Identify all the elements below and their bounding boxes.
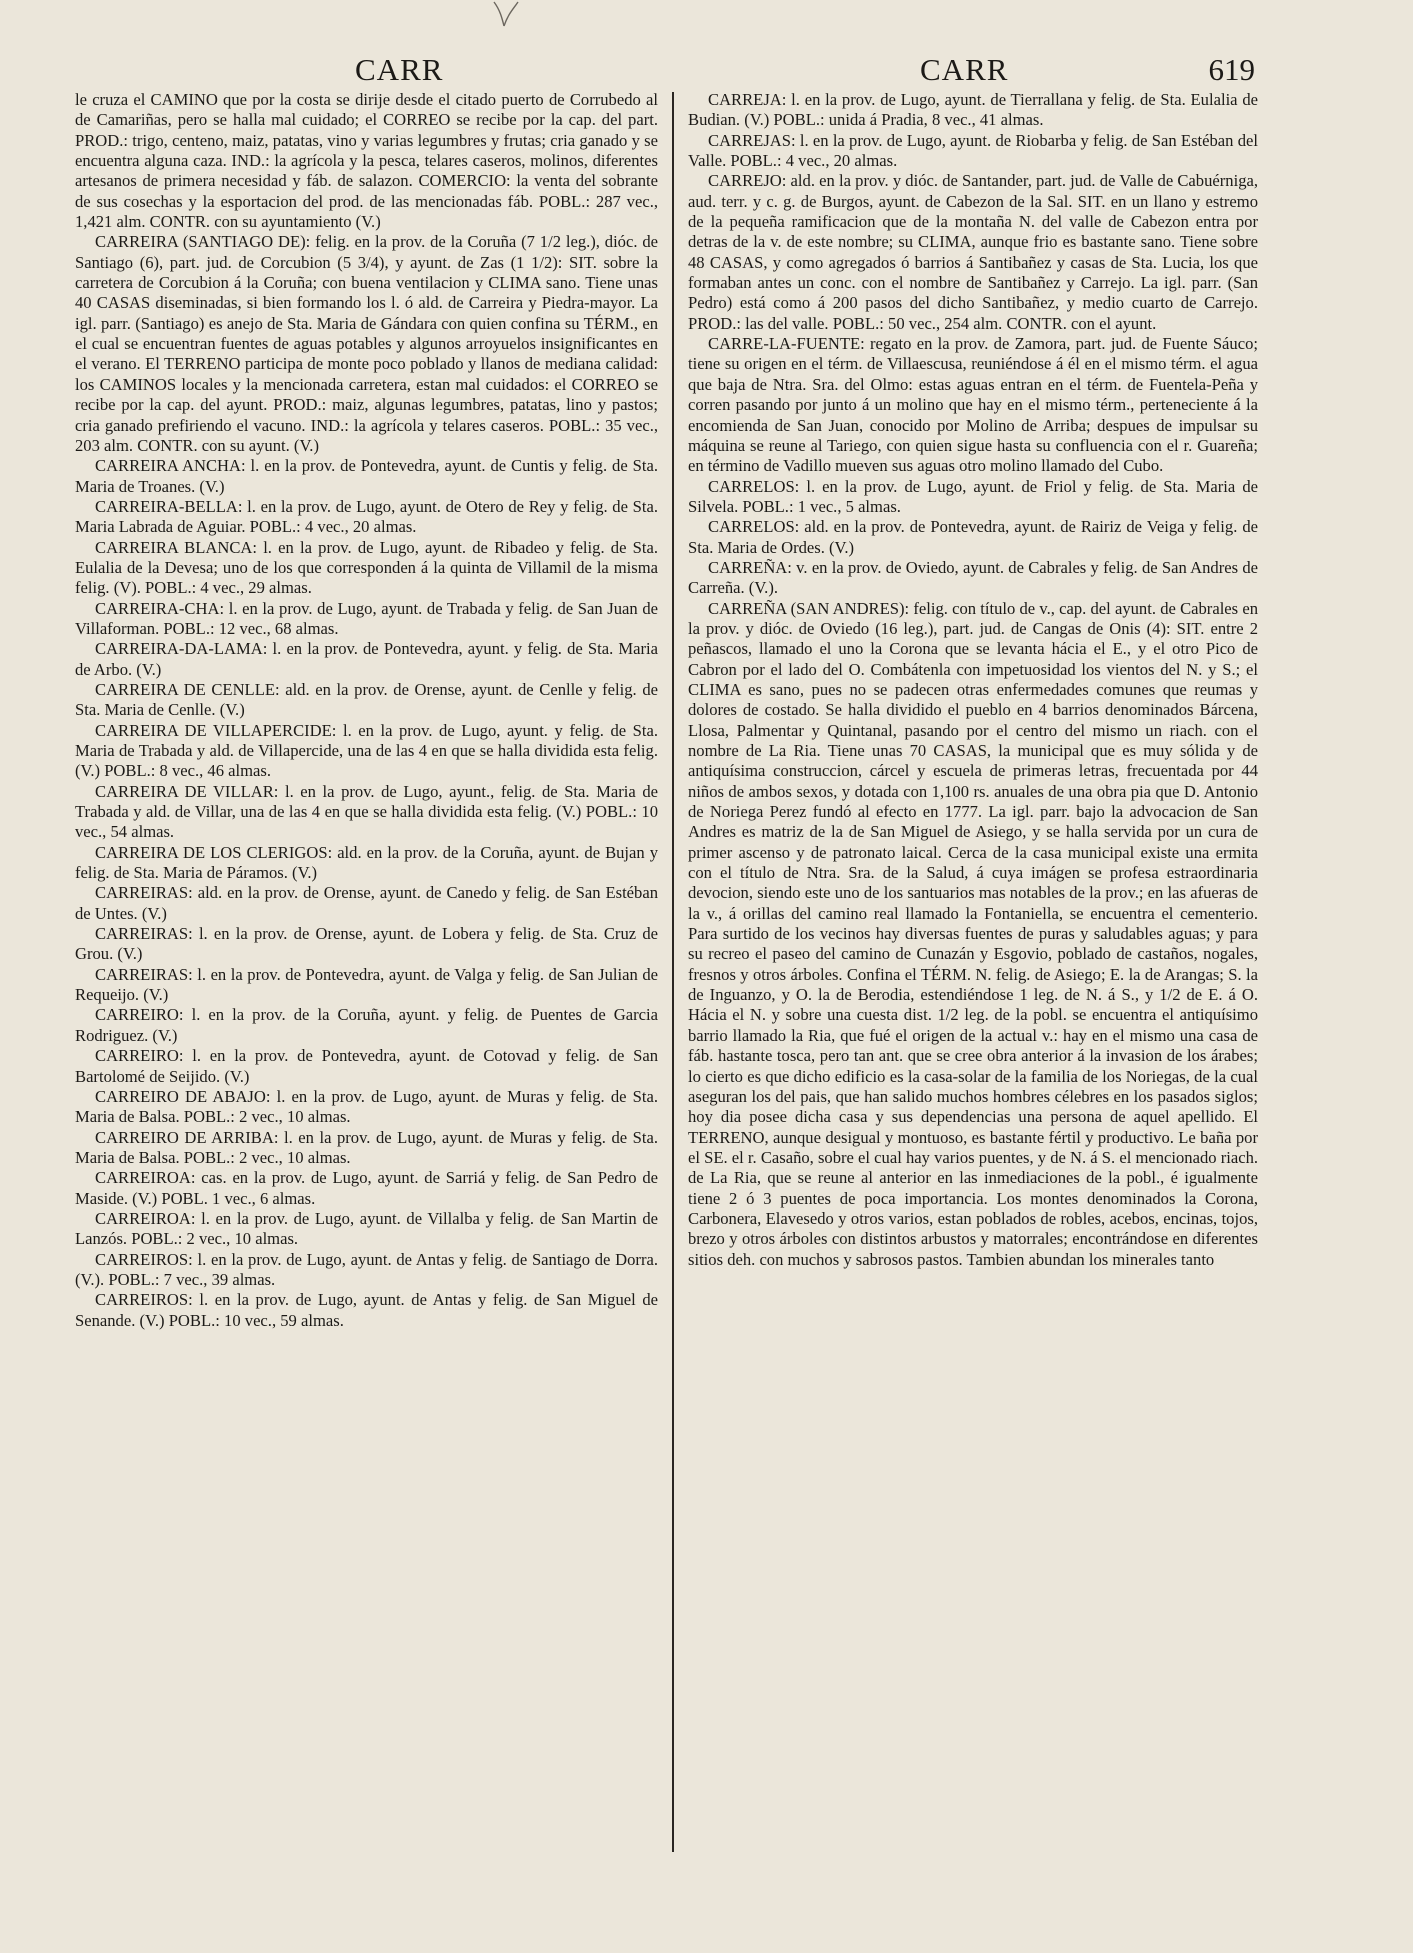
entry: CARREIRA-BELLA: l. en la prov. de Lugo, ayunt. de Otero de Rey y felig. de Sta. Maria Labrada de Aguiar. POBL.: 4 vec., 20 almas. bbox=[75, 496, 658, 537]
entry: CARREJA: l. en la prov. de Lugo, ayunt. de Tierrallana y felig. de Sta. Eulalia de Budian. (V.) POBL.: unida á Pradia, 8 vec., 41 almas. bbox=[688, 90, 1258, 130]
page-number: 619 bbox=[1208, 52, 1255, 87]
left-column bbox=[75, 90, 658, 1850]
ink-mark-icon bbox=[490, 0, 520, 28]
running-head-left: CARR bbox=[355, 52, 444, 87]
entry: le cruza el CAMINO que por la costa se dirije desde el citado puerto de Corrubedo al de Camariñas, pero se halla mal cuidado; el CORREO se recibe por la cap. del part. PROD.: trigo, centeno, maiz, patatas, vino y varias legumbres y frutas; cria ganado y se encuentra alguna caza. IND.: la agrícola y la pesca, telares caseros, molinos, diferentes artesanos de primera necesidad y fáb. de salazon. COMERCIO: la venta del sobrante de sus cosechas y la esportacion del prod. de las mencionadas fáb. POBL.: 287 vec., 1,421 alm. CONTR. con su ayuntamiento (V.) bbox=[75, 90, 658, 232]
entry: CARREIRA-DA-LAMA: l. en la prov. de Pontevedra, ayunt. y felig. de Sta. Maria de Arbo. (V.) bbox=[75, 639, 658, 679]
entry: CARREIRA DE CENLLE: ald. en la prov. de Orense, ayunt. de Cenlle y felig. de Sta. Maria de Cenlle. (V.) bbox=[75, 679, 658, 720]
entry: CARREÑA: v. en la prov. de Oviedo, ayunt. de Cabrales y felig. de San Andres de Carreña. (V.). bbox=[688, 557, 1258, 598]
entry: CARREIRO DE ABAJO: l. en la prov. de Lugo, ayunt. de Muras y felig. de Sta. Maria de Balsa. POBL.: 2 vec., 10 almas. bbox=[75, 1086, 658, 1127]
entry: CARREIRA BLANCA: l. en la prov. de Lugo, ayunt. de Ribadeo y felig. de Sta. Eulalia de la Devesa; uno de los que corresponden á la quinta de Villamil de la misma felig. (V). POBL.: 4 vec., 29 almas. bbox=[75, 537, 658, 598]
entry: CARREÑA (SAN ANDRES): felig. con título de v., cap. del ayunt. de Cabrales en la prov. y dióc. de Oviedo (16 leg.), part. jud. de Cangas de Onis (4): SIT. entre 2 peñascos, llamado el uno la Corona que se levanta hácia el E., y el otro Pico de Cabron por el lado del O. Combátenla con impetuosidad los vientos del N. y S.; el CLIMA es sano, pues no se padecen otras enfermedades comunes que reumas y dolores de costado. Se halla dividido el pueblo en 4 barrios denominados Bárcena, Llosa, Palmentar y Quintanal, pasando por el centro del mismo un riach. con el nombre de La Ria. Tiene unas 70 CASAS, la municipal que es muy sólida y de antiquísima construccion, cárcel y escuela de primeras letras, frecuentada por 44 niños de ambos sexos, y dotada con 1,100 rs. anuales de una obra pia que D. Antonio de Noriega Perez fundó al efecto en 1777. La igl. parr. bajo la advocacion de San Andres es matriz de la de San Miguel de Asiego, y se halla servida por un cura de primer ascenso y de patronato laical. Cerca de la casa municipal existe una ermita con el título de Ntra. Sra. de la Salud, á cuya imágen se profesa estraordinaria devocion, siendo este uno de los santuarios mas notables de la prov.; en las afueras de la v., á orillas del camino real llamado la Fontaniella, se encuentra el cementerio. Para surtido de los vecinos hay diversas fuentes de puras y saludables aguas; y para su recreo el paseo del camino de Cunazán y Esgovio, poblado de castaños, nogales, fresnos y otros árboles. Confina el TÉRM. N. felig. de Asiego; E. la de Arangas; S. la de Inguanzo, y O. la de Berodia, estendiéndose 1 leg. de N. á S., y 1/2 de E. á O. Hácia el N. y sobre una cuesta dist. 1/2 leg. de la pobl. se encuentra el antiquísimo barrio llamado la Ria, que fué el origen de la actual v.: hay en el mismo una casa de fáb. hastante tosca, pero tan ant. que se cree obra anterior á la invasion de los árabes; lo cierto es que dicho edificio es la casa-solar de la familia de los Noriegas, de la cual aseguran los del pais, que han salido muchos hombres célebres en los pasados siglos; hoy dia posee dicha casa y sus dependencias una persona de aquel apellido. El TERRENO, aunque desigual y montuoso, es bastante fértil y productivo. Le baña por el SE. el r. Casaño, sobre el cual hay varios puentes, y de N. á S. el mencionado riach. de La Ria, que se reune al anterior en las inmediaciones de la pobl., é igualmente tiene 2 ó 3 puentes de poca importancia. Los montes denominados la Corona, Carbonera, Elavesedo y otros varios, estan poblados de robles, acebos, encinas, tojos, brezo y otros árboles con distintos arbustos y matorrales; encontrándose en diferentes sitios deh. con muchos y sabrosos pastos. Tambien abundan los minerales tanto bbox=[688, 598, 1258, 1269]
entry: CARREIRA DE VILLAPERCIDE: l. en la prov. de Lugo, ayunt. y felig. de Sta. Maria de Trabada y ald. de Villapercide, una de las 4 en que se halla dividida esta felig. (V.) POBL.: 8 vec., 46 almas. bbox=[75, 720, 658, 781]
entry: CARREIRO: l. en la prov. de la Coruña, ayunt. y felig. de Puentes de Garcia Rodriguez. (V.) bbox=[75, 1005, 658, 1045]
entry: CARREIROS: l. en la prov. de Lugo, ayunt. de Antas y felig. de San Miguel de Senande. (V.) POBL.: 10 vec., 59 almas. bbox=[75, 1290, 658, 1330]
entry: CARREIROA: cas. en la prov. de Lugo, ayunt. de Sarriá y felig. de San Pedro de Maside. (V.) POBL. 1 vec., 6 almas. bbox=[75, 1168, 658, 1208]
entry: CARREIRAS: ald. en la prov. de Orense, ayunt. de Canedo y felig. de San Estéban de Untes. (V.) bbox=[75, 883, 658, 923]
entry: CARRELOS: l. en la prov. de Lugo, ayunt. de Friol y felig. de Sta. Maria de Silvela. POBL.: 1 vec., 5 almas. bbox=[688, 476, 1258, 516]
entry: CARREIRAS: l. en la prov. de Pontevedra, ayunt. de Valga y felig. de San Julian de Requeijo. (V.) bbox=[75, 964, 658, 1005]
entry: CARREIROA: l. en la prov. de Lugo, ayunt. de Villalba y felig. de San Martin de Lanzós. POBL.: 2 vec., 10 almas. bbox=[75, 1208, 658, 1249]
entry: CARREIRA DE LOS CLERIGOS: ald. en la prov. de la Coruña, ayunt. de Bujan y felig. de Sta. Maria de Páramos. (V.) bbox=[75, 842, 658, 883]
entry: CARREIRA (SANTIAGO DE): felig. en la prov. de la Coruña (7 1/2 leg.), dióc. de Santiago (6), part. jud. de Corcubion (5 3/4), y ayunt. de Zas (1 1/2): SIT. sobre la carretera de Corcubion á la Coruña; con buena ventilacion y CLIMA sano. Tiene unas 40 CASAS diseminadas, si bien formando los l. ó ald. de Carreira y Piedra-mayor. La igl. parr. (Santiago) es anejo de Sta. Maria de Gándara con quien confina su TÉRM., en el cual se encuentran fuentes de aguas potables y algunos arroyuelos insignificantes en el verano. El TERRENO participa de monte poco poblado y llanos de mediana calidad: los CAMINOS locales y la mencionada carretera, estan mal cuidados: el CORREO se recibe por la cap. del ayunt. PROD.: maiz, algunas legumbres, patatas, lino y pastos; cria ganado prefiriendo el vacuno. IND.: la agrícola y telares caseros. POBL.: 35 vec., 203 alm. CONTR. con su ayunt. (V.) bbox=[75, 232, 658, 455]
running-head-right: CARR bbox=[920, 52, 1009, 87]
entry: CARREIRA-CHA: l. en la prov. de Lugo, ayunt. de Trabada y felig. de San Juan de Villaforman. POBL.: 12 vec., 68 almas. bbox=[75, 598, 658, 638]
entry: CARRE-LA-FUENTE: regato en la prov. de Zamora, part. jud. de Fuente Sáuco; tiene su origen en el térm. de Villaescusa, reuniéndose á él en el mismo térm. el agua que baja de Ntra. Sra. del Olmo: estas aguas entran en el térm. de Fuentela-Peña y corren pasando por junto á un molino que hay en el mismo térm., perteneciente á la encomienda de San Juan, conocido por Molino de Arriba; despues de impulsar su máquina se reune al Tariego, con quien sigue hasta su confluencia con el r. Guareña; en término de Vadillo mueven sus aguas otro molino llamado del Cubo. bbox=[688, 334, 1258, 476]
entry: CARREIRO DE ARRIBA: l. en la prov. de Lugo, ayunt. de Muras y felig. de Sta. Maria de Balsa. POBL.: 2 vec., 10 almas. bbox=[75, 1127, 658, 1167]
entry: CARREIRA DE VILLAR: l. en la prov. de Lugo, ayunt., felig. de Sta. Maria de Trabada y ald. de Villar, una de las 4 en que se halla dividida esta felig. (V.) POBL.: 10 vec., 54 almas. bbox=[75, 781, 658, 842]
entry: CARREIROS: l. en la prov. de Lugo, ayunt. de Antas y felig. de Santiago de Dorra. (V.). POBL.: 7 vec., 39 almas. bbox=[75, 1249, 658, 1289]
entry: CARREJAS: l. en la prov. de Lugo, ayunt. de Riobarba y felig. de San Estéban del Valle. POBL.: 4 vec., 20 almas. bbox=[688, 130, 1258, 171]
entry: CARREIRA ANCHA: l. en la prov. de Pontevedra, ayunt. de Cuntis y felig. de Sta. Maria de Troanes. (V.) bbox=[75, 456, 658, 496]
page-header bbox=[70, 52, 1255, 92]
entry: CARREIRO: l. en la prov. de Pontevedra, ayunt. de Cotovad y felig. de San Bartolomé de Seijido. (V.) bbox=[75, 1046, 658, 1086]
right-column bbox=[688, 90, 1258, 1850]
column-divider bbox=[672, 92, 674, 1852]
entry: CARREJO: ald. en la prov. y dióc. de Santander, part. jud. de Valle de Cabuérniga, aud. terr. y c. g. de Burgos, ayunt. de Cabezon de la Sal. SIT. en un llano y estremo de la pequeña ramificacion que de la montaña N. del valle de Cabezon entra por detras de la v. de este nombre; su CLIMA, aunque frio es bastante sano. Tiene sobre 48 CASAS, y como agregados ó barrios á Santibañez y casas de Sta. Lucia, los que formaban antes un conc. con el nombre de Santibañez y Carrejo. La igl. parr. (San Pedro) está como á 200 pasos del dicho Santibañez, y medio cuarto de Carrejo. PROD.: las del valle. POBL.: 50 vec., 254 alm. CONTR. con el ayunt. bbox=[688, 171, 1258, 333]
entry: CARRELOS: ald. en la prov. de Pontevedra, ayunt. de Rairiz de Veiga y felig. de Sta. Maria de Ordes. (V.) bbox=[688, 517, 1258, 557]
entry: CARREIRAS: l. en la prov. de Orense, ayunt. de Lobera y felig. de Sta. Cruz de Grou. (V.) bbox=[75, 924, 658, 964]
